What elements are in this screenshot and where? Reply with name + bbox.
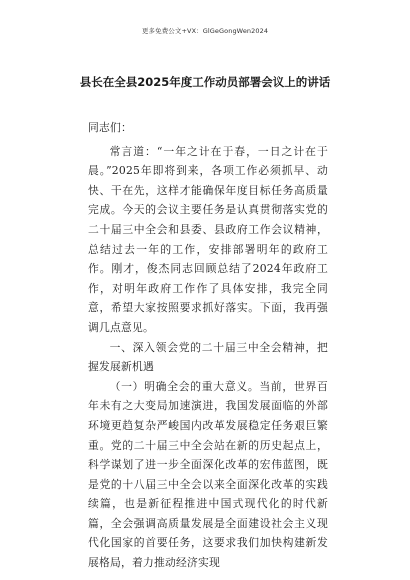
salutation: 同志们： bbox=[88, 121, 132, 134]
header-note: 更多免费公文+VX：GlGeGongWen2024 bbox=[141, 27, 269, 35]
paragraph-significance: （一）明确全会的重大意义。当前，世界百年未有之大变局加速演进，我国发展面临的外部环境更趋复杂严峻国内改革发展稳定任务艰巨繁重。党的二十届三中全会站在新的历史起点上，科学谋划了进一步全面深化改革的宏伟蓝图，既是党的十八届三中全会以来全面深化改革的实践续篇，也是新征程推进中国式现代化的时代新篇，全会强调高质量发展是全面建设社会主义现代化国家的首要任务，这要求我们加快构建新发展格局，着力推动经济实现 bbox=[88, 379, 328, 570]
section-heading-1: 一、深入领会党的二十届三中全会精神，把握发展新机遇 bbox=[88, 340, 328, 374]
document-body bbox=[88, 118, 328, 573]
paragraph-opening: 常言道：“一年之计在于春，一日之计在于晨。”2025年即将到来，各项工作必须抓早、动快、干在先，这样才能确保年度目标任务高质量完成。今天的会议主要任务是认真贯彻落实党的二十届三中全会和县委、县政府工作会议精神，总结过去一年的工作，安排部署明年的政府工作。刚才，俊杰同志回顾总结了2024年政府工作，对明年政府工作作了具体安排，我完全同意，希望大家按照要求抓好落实。下面，我再强调几点意见。 bbox=[88, 144, 328, 334]
document-title: 县长在全县2025年度工作动员部署会议上的讲话 bbox=[79, 75, 331, 89]
